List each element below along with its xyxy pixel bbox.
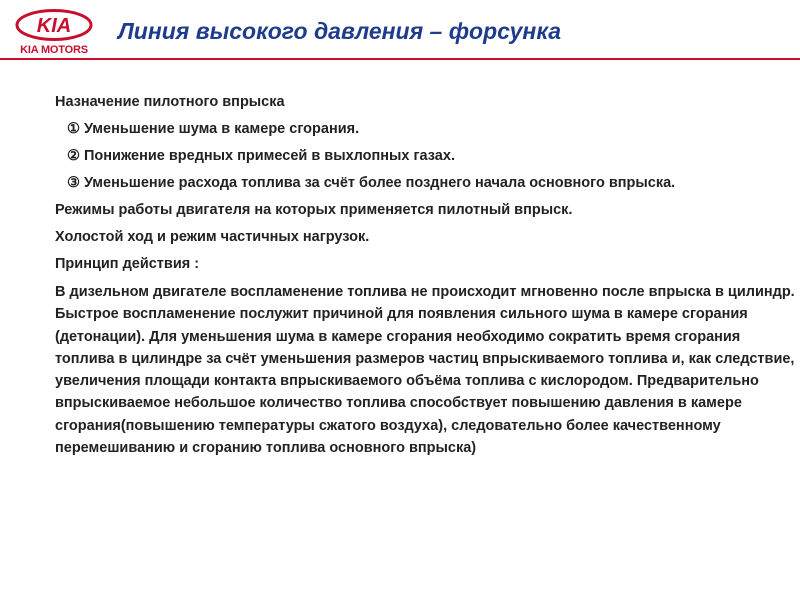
item-text: Уменьшение расхода топлива за счёт более позднего начала основного впрыска. — [84, 175, 676, 191]
purpose-item-2 — [55, 146, 795, 167]
principle-text: В дизельном двигателе воспламенение топлива не происходит мгновенно после впрыска в цилиндр. Быстрое воспламенение послужит причиной для появления сильного шума в камере сгорания (детонации). Для уменьшения шума в камере сгорания необходимо сократить время сгорания топлива в цилиндре за счёт уменьшения размеров частиц впрыскиваемого топлива и, как следствие, увеличения площади контакта впрыскиваемого объёма топлива с кислородом. Предварительно впрыскиваемое небольшое количество топлива способствует повышению давления в камере сгорания(повышению температуры сжатого воздуха), следовательно более качественному перемешиванию и сгоранию топлива основного впрыска) — [55, 284, 795, 457]
item-number: ② — [67, 148, 80, 164]
modes-heading: Режимы работы двигателя на которых применяется пилотный впрыск. — [55, 202, 573, 218]
item-text: Понижение вредных примесей в выхлопных газах. — [84, 148, 455, 164]
modes-text: Холостой ход и режим частичных нагрузок. — [55, 229, 370, 245]
kia-emblem-icon — [14, 8, 94, 42]
principle-heading: Принцип действия : — [55, 256, 200, 272]
purpose-heading: Назначение пилотного впрыска — [55, 94, 285, 110]
page-title: Линия высокого давления – форсунка — [118, 18, 562, 44]
item-text: Уменьшение шума в камере сгорания. — [84, 121, 360, 137]
purpose-item-3 — [55, 173, 795, 194]
kia-logo — [8, 8, 100, 58]
emblem-text: KIA — [36, 15, 72, 37]
purpose-item-1 — [55, 119, 795, 140]
item-number: ③ — [67, 175, 80, 191]
logo-text: KIA MOTORS — [20, 44, 88, 56]
item-number: ① — [67, 121, 80, 137]
slide-content — [55, 92, 795, 465]
header-divider — [0, 58, 800, 60]
